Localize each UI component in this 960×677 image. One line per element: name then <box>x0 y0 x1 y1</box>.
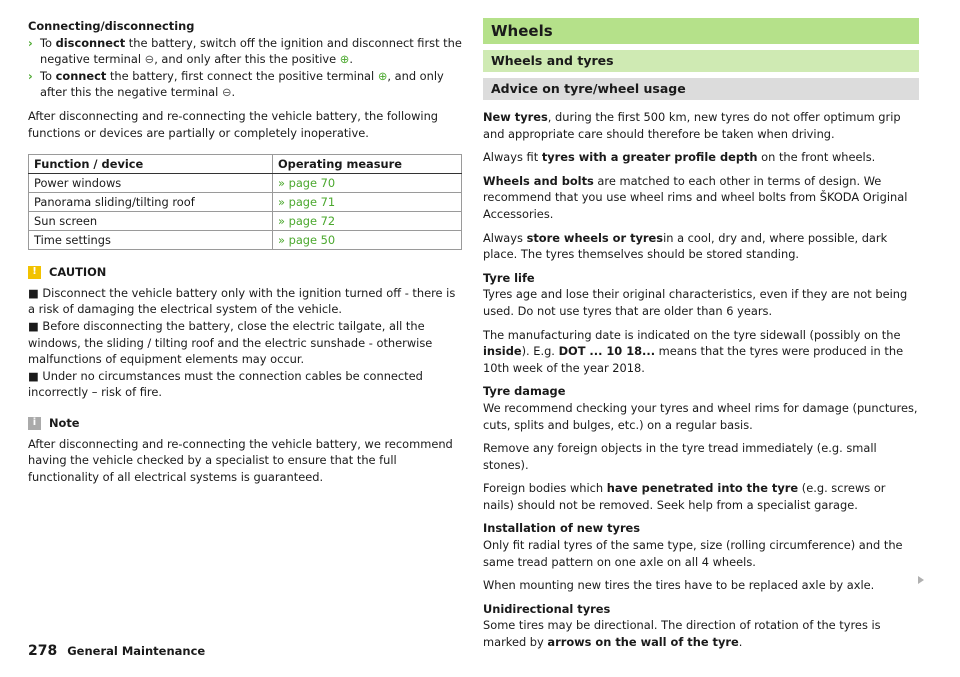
paragraph <box>483 109 919 142</box>
paragraph <box>483 270 919 320</box>
operating-measure-table <box>28 154 462 250</box>
subsection-heading: Advice on tyre/wheel usage <box>483 78 919 100</box>
step-keyword: disconnect <box>55 35 126 50</box>
page-link[interactable]: » page 70 <box>273 174 462 193</box>
continue-arrow-icon <box>918 576 924 584</box>
note-heading <box>28 415 462 432</box>
connect-heading: Connecting/disconnecting <box>28 19 195 33</box>
text: ). E.g. <box>521 344 559 359</box>
paragraph <box>483 383 919 433</box>
caution-item: ■ Before disconnecting the battery, close the electric tailgate, all the windows, the sliding / tilting roof and the electric sunshade - otherwise malfunctions of equipment elements may occur. <box>28 318 433 367</box>
caution-item: ■ Disconnect the vehicle battery only with the ignition turned off - there is a risk of damaging the electrical system of the vehicle. <box>28 285 456 317</box>
table-cell: Sun screen <box>29 212 273 231</box>
table-row <box>29 212 462 231</box>
text: Always fit <box>483 150 542 165</box>
text: (e.g. screws or nails) should not be removed. Seek help from a specialist garage. <box>483 481 886 512</box>
table-cell: Panorama sliding/tilting roof <box>29 193 273 212</box>
paragraph <box>483 480 919 513</box>
text: , during the first 500 km, new tyres do not offer optimum grip and appropriate care should therefore be taken when driving. <box>483 110 901 141</box>
step-text: the battery, first connect the positive terminal <box>106 68 378 83</box>
bold-term: DOT ... 10 18... <box>558 344 656 359</box>
paragraph: Remove any foreign objects in the tyre tread immediately (e.g. small stones). <box>483 441 877 472</box>
table-row <box>29 174 462 193</box>
bold-term: store wheels or tyres <box>526 230 664 245</box>
subheading: Tyre damage <box>483 384 566 399</box>
caution-box <box>28 264 462 401</box>
column-header: Operating measure <box>273 155 462 174</box>
column-header: Function / device <box>29 155 273 174</box>
page-link[interactable]: » page 71 <box>273 193 462 212</box>
step-text: , and only after this the negative terminal <box>40 68 444 100</box>
text: Some tires may be directional. The direction of rotation of the tyres is marked by <box>483 618 881 650</box>
text: Only fit radial tyres of the same type, size (rolling circumference) and the same tread pattern on one axle on all 4 wheels. <box>483 538 903 569</box>
text: means that the tyres were produced in the 10th week of the year 2018. <box>483 344 904 375</box>
text: Always <box>483 230 527 245</box>
note-title: Note <box>49 415 80 430</box>
chevron-right-icon: › <box>28 35 33 50</box>
section-heading: Wheels and tyres <box>483 50 919 72</box>
step-text: . <box>231 85 236 100</box>
chapter-heading: Wheels <box>483 18 919 44</box>
paragraph: When mounting new tires the tires have to be replaced axle by axle. <box>483 578 875 593</box>
step-text: , and only after this the positive <box>154 52 340 67</box>
connect-step <box>28 68 462 101</box>
right-column <box>483 18 919 658</box>
bold-term: arrows on the wall of the tyre <box>547 635 739 650</box>
note-text: After disconnecting and re-connecting the vehicle battery, we recommend having the vehicle checked by a specialist to ensure that the full functionality of all electrical systems is guaranteed. <box>28 436 453 484</box>
bold-term: have penetrated into the tyre <box>606 481 799 496</box>
text: . <box>738 635 743 650</box>
step-keyword: connect <box>55 68 107 83</box>
plus-terminal-icon: ⊕ <box>339 52 350 67</box>
text: The manufacturing date is indicated on the tyre sidewall (possibly on the <box>483 327 901 342</box>
warning-icon: ! <box>28 266 41 279</box>
caution-heading <box>28 264 462 281</box>
text: We recommend checking your tyres and wheel rims for damage (punctures, cuts, splits and bulges, etc.) on a regular basis. <box>483 400 918 432</box>
paragraph <box>483 520 919 570</box>
bold-term: New tyres <box>483 110 548 124</box>
info-icon: i <box>28 417 41 430</box>
paragraph <box>483 230 919 263</box>
step-text: To <box>40 68 56 83</box>
caution-item: ■ Under no circumstances must the connection cables be connected incorrectly – risk of fire. <box>28 368 423 400</box>
paragraph <box>483 601 919 651</box>
text: are matched to each other in terms of design. We recommend that you use wheel rims and wheel bolts from ŠKODA Original Accessories. <box>483 173 908 221</box>
caution-title: CAUTION <box>49 265 107 280</box>
minus-terminal-icon: ⊖ <box>221 85 232 100</box>
plus-terminal-icon: ⊕ <box>377 68 388 83</box>
step-text: To <box>40 35 56 50</box>
page-link[interactable]: » page 72 <box>273 212 462 231</box>
bold-term: Wheels and bolts <box>483 173 594 188</box>
page-number: 278 <box>28 643 58 659</box>
text: Tyres age and lose their original characteristics, even if they are not being used. Do not use tyres that are older than 6 years. <box>483 287 908 318</box>
step-text: the battery, switch off the ignition and disconnect first the negative terminal <box>40 35 462 67</box>
subheading: Tyre life <box>483 270 535 285</box>
table-row <box>29 231 462 250</box>
paragraph <box>483 149 919 166</box>
text: in a cool, dry and, where possible, dark place. The tyres themselves should be stored standing. <box>483 230 888 262</box>
intro-paragraph: After disconnecting and re-connecting the vehicle battery, the following functions or devices are partially or completely inoperative. <box>28 108 439 140</box>
subheading: Unidirectional tyres <box>483 601 611 616</box>
minus-terminal-icon: ⊖ <box>144 52 155 67</box>
table-row <box>29 193 462 212</box>
bold-term: inside <box>483 344 522 359</box>
paragraph <box>483 327 919 377</box>
section-name: General Maintenance <box>67 644 206 658</box>
page-footer <box>28 643 205 659</box>
disconnect-step <box>28 35 462 68</box>
text: Foreign bodies which <box>483 481 607 496</box>
step-text: . <box>349 52 353 67</box>
text: on the front wheels. <box>757 150 876 165</box>
paragraph <box>483 173 919 223</box>
table-header-row <box>29 155 462 174</box>
page-link[interactable]: » page 50 <box>273 231 462 250</box>
bold-term: tyres with a greater profile depth <box>541 150 758 165</box>
note-box <box>28 415 462 485</box>
subheading: Installation of new tyres <box>483 521 641 536</box>
chevron-right-icon: › <box>28 68 33 83</box>
left-column <box>28 18 462 499</box>
table-cell: Power windows <box>29 174 273 193</box>
table-cell: Time settings <box>29 231 273 250</box>
